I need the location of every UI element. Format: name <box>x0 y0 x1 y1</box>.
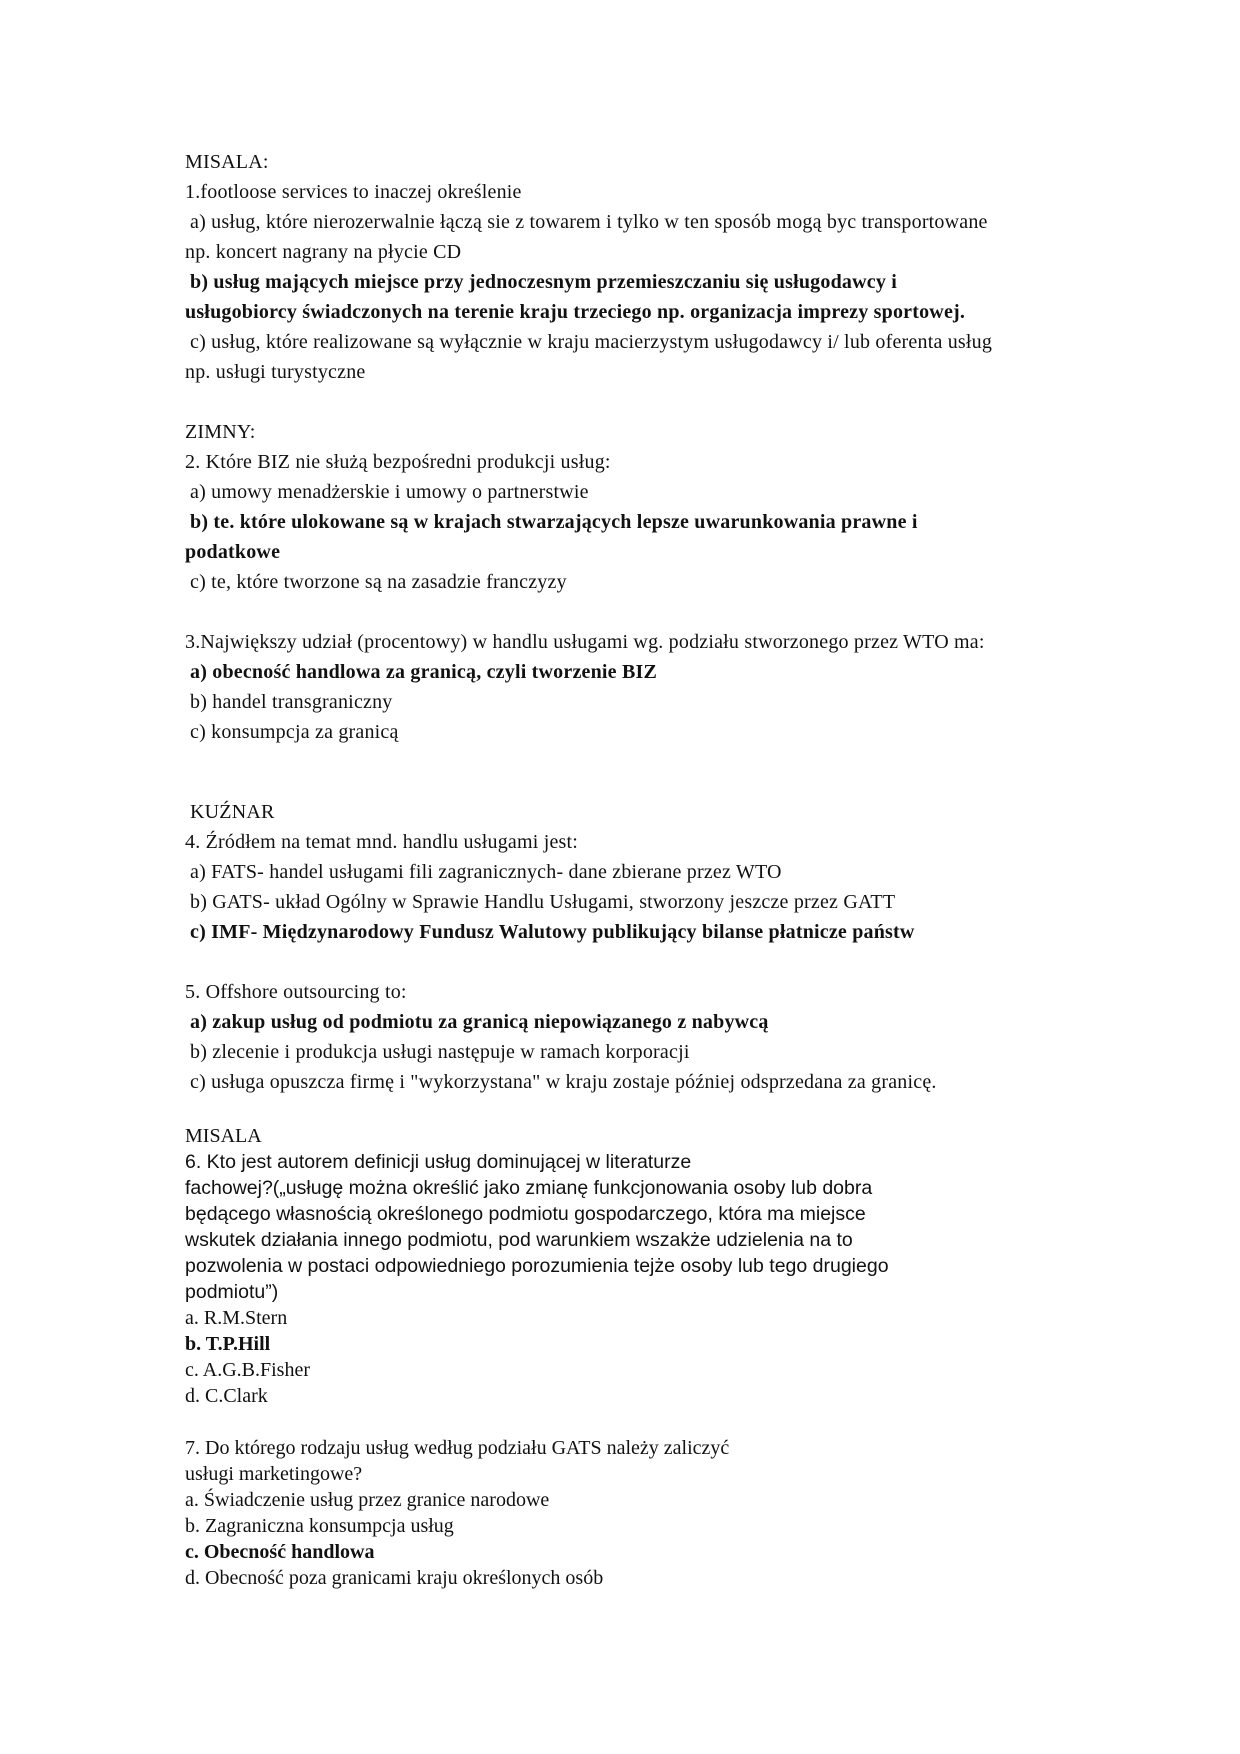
spacer <box>185 387 1135 417</box>
answer-d: d. C.Clark <box>185 1385 268 1407</box>
document-body <box>185 147 1135 1591</box>
answer-c-continued: np. usługi turystyczne <box>185 361 366 383</box>
question-text-line-4: wskutek działania innego podmiotu, pod warunkiem wszakże udzielenia na to <box>185 1229 853 1251</box>
spacer <box>185 597 1135 627</box>
answer-b-correct: b) te. które ulokowane są w krajach stwarzających lepsze uwarunkowania prawne i <box>190 511 918 533</box>
question-1-block <box>185 147 1135 387</box>
answer-b: b) GATS- układ Ogólny w Sprawie Handlu Usługami, stworzony jeszcze przez GATT <box>190 891 896 913</box>
spacer <box>185 1409 1135 1435</box>
question-text: 2. Które BIZ nie służą bezpośredni produkcji usług: <box>185 451 611 473</box>
answer-a-correct: a) obecność handlowa za granicą, czyli tworzenie BIZ <box>190 661 658 683</box>
answer-b: b. Zagraniczna konsumpcja usług <box>185 1515 454 1537</box>
answer-c-correct: c. Obecność handlowa <box>185 1541 375 1563</box>
answer-a: a) usług, które nierozerwalnie łączą sie z towarem i tylko w ten sposób mogą byc transportowane <box>190 211 988 233</box>
answer-a: a. R.M.Stern <box>185 1307 288 1329</box>
question-text-line-1: 7. Do którego rodzaju usług według podziału GATS należy zaliczyć <box>185 1437 730 1459</box>
question-text-line-5: pozwolenia w postaci odpowiedniego porozumienia tejże osoby lub tego drugiego <box>185 1255 889 1277</box>
answer-b-correct: b) usług mających miejsce przy jednoczesnym przemieszczaniu się usługodawcy i <box>190 271 897 293</box>
question-text-line-2: fachowej?(„usługę można określić jako zmianę funkcjonowania osoby lub dobra <box>185 1177 873 1199</box>
answer-a-continued: np. koncert nagrany na płycie CD <box>185 241 462 263</box>
answer-c: c) konsumpcja za granicą <box>190 721 399 743</box>
question-text: 4. Źródłem na temat mnd. handlu usługami jest: <box>185 831 579 853</box>
answer-b-correct-continued: usługobiorcy świadczonych na terenie kraju trzeciego np. organizacja imprezy sportowej. <box>185 301 966 323</box>
spacer <box>185 1097 1135 1123</box>
answer-a: a) umowy menadżerskie i umowy o partnerstwie <box>190 481 589 503</box>
section-author: MISALA: <box>185 151 269 173</box>
section-author: ZIMNY: <box>185 421 256 443</box>
question-text-line-1: 6. Kto jest autorem definicji usług dominującej w literaturze <box>185 1151 692 1173</box>
question-5-block <box>185 977 1135 1097</box>
question-text-line-2: usługi marketingowe? <box>185 1463 363 1485</box>
section-author: KUŹNAR <box>190 801 275 823</box>
answer-b-correct: b. T.P.Hill <box>185 1333 271 1355</box>
question-text: 3.Największy udział (procentowy) w handlu usługami wg. podziału stworzonego przez WTO ma: <box>185 631 985 653</box>
question-text-line-3: będącego własnością określonego podmiotu gospodarczego, która ma miejsce <box>185 1203 866 1225</box>
question-2-block <box>185 417 1135 597</box>
answer-b-correct-continued: podatkowe <box>185 541 281 563</box>
question-3-block <box>185 627 1135 747</box>
answer-b: b) zlecenie i produkcja usługi następuje w ramach korporacji <box>190 1041 690 1063</box>
answer-a: a. Świadczenie usług przez granice narodowe <box>185 1489 550 1511</box>
answer-c: c) te, które tworzone są na zasadzie franczyzy <box>190 571 567 593</box>
section-author: MISALA <box>185 1125 262 1147</box>
question-6-block <box>185 1123 1135 1409</box>
answer-b: b) handel transgraniczny <box>190 691 393 713</box>
answer-c: c. A.G.B.Fisher <box>185 1359 310 1381</box>
question-text: 5. Offshore outsourcing to: <box>185 981 407 1003</box>
answer-c-correct: c) IMF- Międzynarodowy Fundusz Walutowy publikujący bilanse płatnicze państw <box>190 921 915 943</box>
question-text-line-6: podmiotu”) <box>185 1281 279 1303</box>
question-7-block <box>185 1435 1135 1591</box>
answer-a-correct: a) zakup usług od podmiotu za granicą niepowiązanego z nabywcą <box>190 1011 769 1033</box>
answer-a: a) FATS- handel usługami fili zagranicznych- dane zbierane przez WTO <box>190 861 782 883</box>
answer-c: c) usługa opuszcza firmę i "wykorzystana" w kraju zostaje później odsprzedana za granicę. <box>190 1071 937 1093</box>
answer-d: d. Obecność poza granicami kraju określonych osób <box>185 1567 604 1589</box>
spacer <box>185 947 1135 977</box>
spacer <box>185 747 1135 797</box>
answer-c: c) usług, które realizowane są wyłącznie w kraju macierzystym usługodawcy i/ lub oferenta usług <box>190 331 993 353</box>
question-4-block <box>185 797 1135 947</box>
question-text: 1.footloose services to inaczej określenie <box>185 181 522 203</box>
